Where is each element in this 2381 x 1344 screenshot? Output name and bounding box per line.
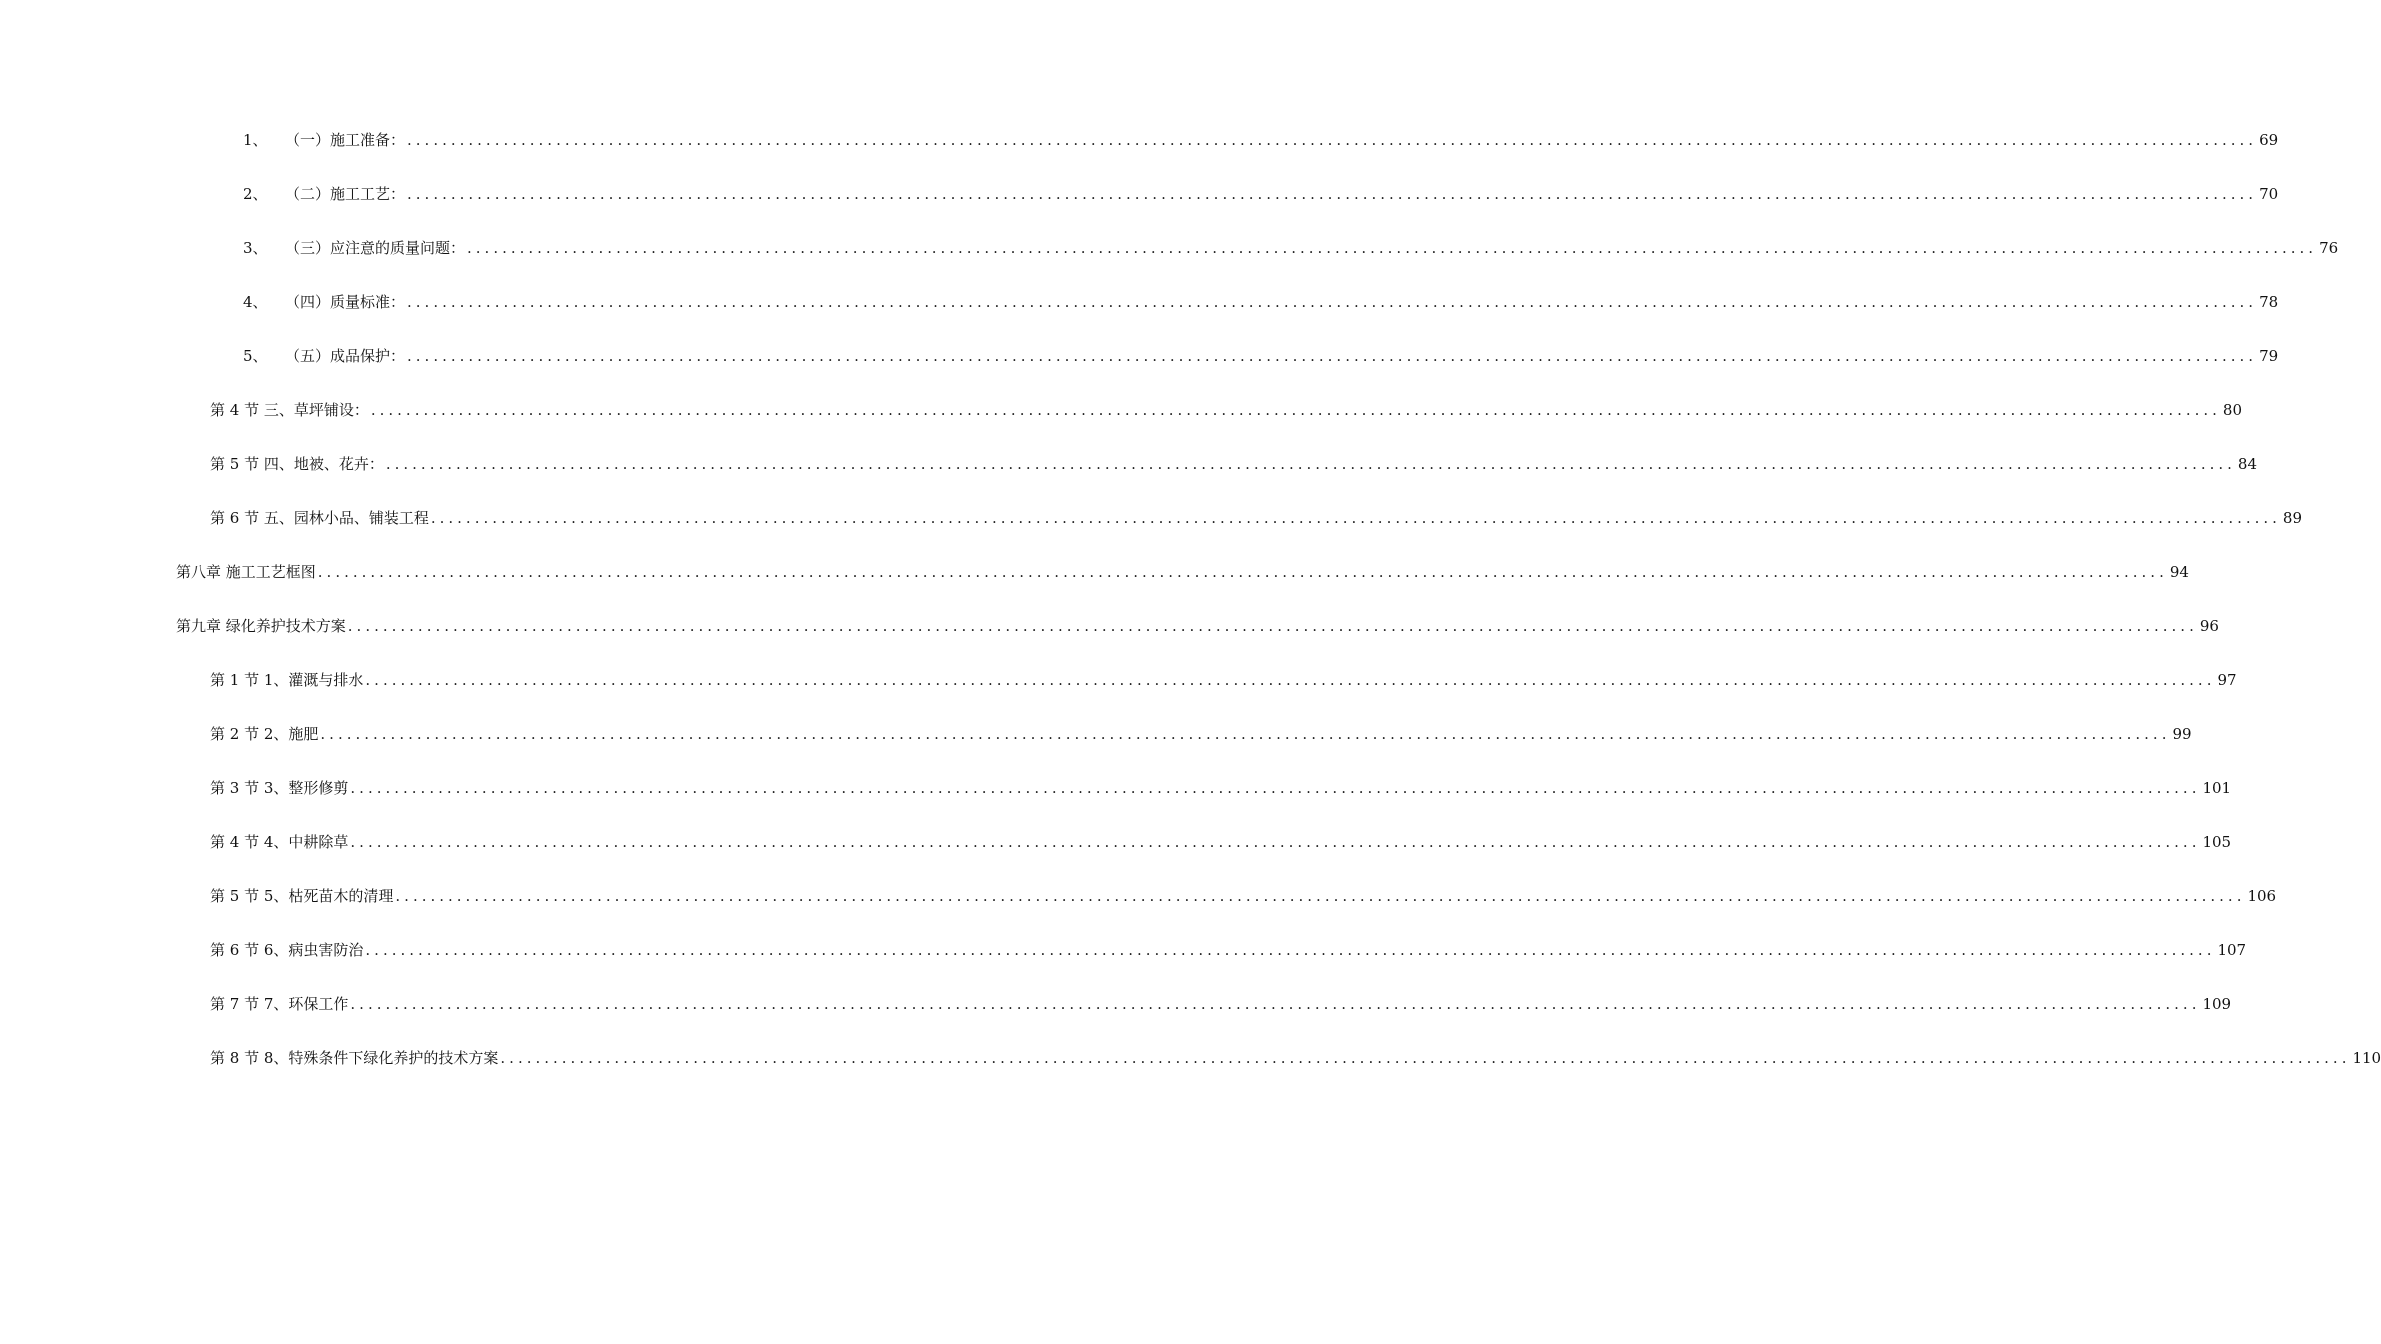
dot-leader: ...................................................................................................................................................................................................................	[350, 779, 2201, 797]
toc-entry	[210, 882, 2277, 906]
dot-leader: ...................................................................................................................................................................................................................	[467, 239, 2318, 257]
toc-page-number: 94	[2169, 563, 2189, 581]
toc-entry-title: 第 4 节 三、草坪铺设：	[210, 401, 369, 419]
toc-entry-label	[243, 238, 465, 258]
toc-entry	[210, 720, 2192, 744]
toc-entry-title: 第 1 节 1、灌溉与排水	[210, 671, 364, 689]
dot-leader: ...................................................................................................................................................................................................................	[317, 563, 2168, 581]
toc-entry-title: （四）质量标准：	[285, 293, 406, 311]
toc-entry	[210, 936, 2247, 960]
toc-entry	[210, 774, 2232, 798]
toc-page-number: 79	[2259, 347, 2279, 365]
dot-leader: ...................................................................................................................................................................................................................	[500, 1049, 2351, 1067]
toc-entry	[210, 450, 2258, 474]
toc-page-number: 110	[2352, 1049, 2381, 1067]
toc-page-number: 109	[2202, 995, 2232, 1013]
dot-leader: ...................................................................................................................................................................................................................	[407, 131, 2258, 149]
toc-entry	[243, 288, 2279, 312]
dot-leader: ...................................................................................................................................................................................................................	[370, 401, 2221, 419]
toc-entry-title: 第 8 节 8、特殊条件下绿化养护的技术方案	[210, 1049, 499, 1067]
toc-entry-number: 3、	[243, 239, 268, 257]
toc-entry-number: 5、	[243, 347, 268, 365]
toc-entry-label	[243, 184, 405, 204]
toc-entry	[243, 342, 2279, 366]
toc-page-number: 96	[2199, 617, 2219, 635]
toc-entry-title: 第 5 节 四、地被、花卉：	[210, 455, 384, 473]
toc-entry-title: 第八章 施工工艺框图	[176, 563, 316, 581]
toc-entry	[210, 990, 2232, 1014]
toc-page-number: 84	[2237, 455, 2258, 473]
toc-entry-title: 第 6 节 6、病虫害防治	[210, 941, 364, 959]
toc-entry-label	[243, 346, 405, 366]
toc-entry-number: 2、	[243, 185, 268, 203]
toc-entry-number: 1、	[243, 131, 268, 149]
toc-page-number: 105	[2202, 833, 2232, 851]
dot-leader: ...................................................................................................................................................................................................................	[350, 995, 2201, 1013]
dot-leader: ...................................................................................................................................................................................................................	[407, 185, 2258, 203]
toc-entry-title: 第 7 节 7、环保工作	[210, 995, 349, 1013]
toc-entry-title: 第 2 节 2、施肥	[210, 725, 319, 743]
toc-page-number: 99	[2172, 725, 2192, 743]
toc-page-number: 80	[2222, 401, 2243, 419]
dot-leader: ...................................................................................................................................................................................................................	[407, 347, 2258, 365]
toc-entry-number: 4、	[243, 293, 268, 311]
toc-entry-title: 第 6 节 五、园林小品、铺装工程	[210, 509, 429, 527]
toc-entry-label	[243, 292, 405, 312]
toc-page-number: 70	[2259, 185, 2279, 203]
toc-page-number: 101	[2202, 779, 2232, 797]
dot-leader: ...................................................................................................................................................................................................................	[320, 725, 2171, 743]
dot-leader: ...................................................................................................................................................................................................................	[365, 941, 2216, 959]
dot-leader: ...................................................................................................................................................................................................................	[430, 509, 2281, 527]
toc-entry-title: （二）施工工艺：	[285, 185, 406, 203]
toc-chapter-entry	[176, 558, 2189, 582]
toc-entry-title: （一）施工准备：	[285, 131, 406, 149]
toc-page-number: 69	[2259, 131, 2279, 149]
toc-entry	[243, 180, 2279, 204]
toc-page-number: 107	[2217, 941, 2247, 959]
toc-entry	[210, 396, 2243, 420]
dot-leader: ...................................................................................................................................................................................................................	[350, 833, 2201, 851]
toc-entry-title: （三）应注意的质量问题：	[285, 239, 466, 257]
toc-entry	[210, 504, 2303, 528]
toc-entry-title: 第 4 节 4、中耕除草	[210, 833, 349, 851]
toc-page-number: 97	[2217, 671, 2237, 689]
dot-leader: ...................................................................................................................................................................................................................	[347, 617, 2198, 635]
toc-page-number: 89	[2282, 509, 2303, 527]
toc-entry-title: （五）成品保护：	[285, 347, 406, 365]
dot-leader: ...................................................................................................................................................................................................................	[385, 455, 2236, 473]
toc-entry	[210, 1044, 2381, 1068]
toc-entry	[210, 666, 2237, 690]
toc-page-number: 78	[2259, 293, 2279, 311]
dot-leader: ...................................................................................................................................................................................................................	[365, 671, 2216, 689]
toc-entry	[243, 126, 2279, 150]
dot-leader: ...................................................................................................................................................................................................................	[395, 887, 2246, 905]
toc-chapter-entry	[176, 612, 2219, 636]
toc-entry-title: 第九章 绿化养护技术方案	[176, 617, 346, 635]
toc-entry-title: 第 3 节 3、整形修剪	[210, 779, 349, 797]
toc-entry-label	[243, 130, 405, 150]
toc-entry	[243, 234, 2339, 258]
toc-page-number: 76	[2319, 239, 2339, 257]
dot-leader: ...................................................................................................................................................................................................................	[407, 293, 2258, 311]
toc-entry-title: 第 5 节 5、枯死苗木的清理	[210, 887, 394, 905]
toc-page-number: 106	[2247, 887, 2277, 905]
toc-entry	[210, 828, 2232, 852]
